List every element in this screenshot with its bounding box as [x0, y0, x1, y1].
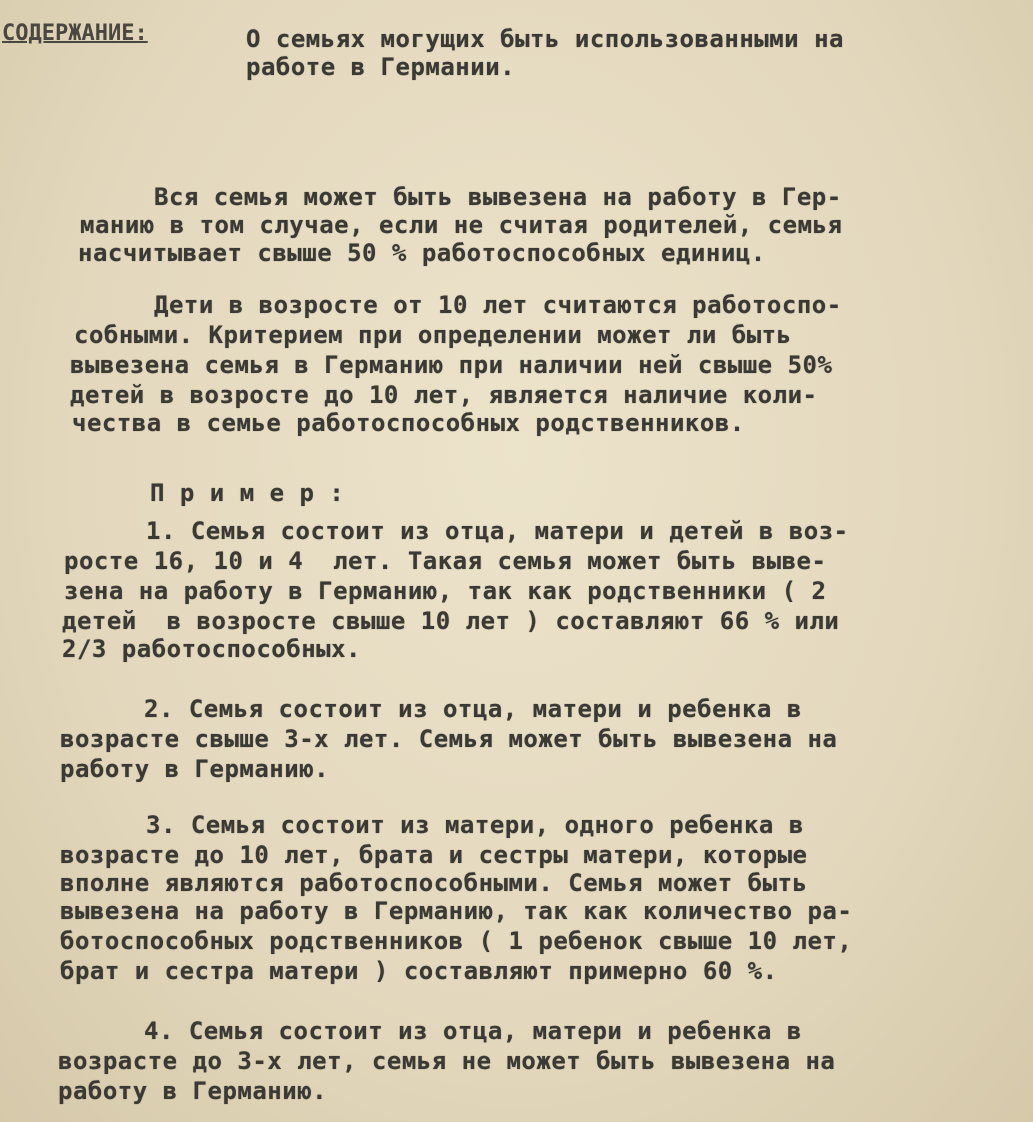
example-line: 1. Семья состоит из отца, матери и детей в воз- — [146, 517, 849, 545]
example-heading: П р и м е р : — [150, 479, 345, 507]
example-line: вывезена на работу в Германию, так как количество ра- — [60, 897, 853, 925]
contents-label: СОДЕРЖАНИЕ: — [2, 21, 148, 46]
example-line: вполне являются работоспособными. Семья может быть — [60, 869, 808, 897]
paragraph-line: чества в семье работоспособных родственников. — [72, 409, 745, 437]
paragraph-line: собными. Критерием при определении может ли быть — [74, 321, 792, 349]
example-line: возрасте свыше 3-х лет. Семья может быть вывезена на — [60, 725, 838, 753]
title-line: О семьях могущих быть использованными на — [246, 25, 844, 53]
paragraph-line: манию в том случае, если не считая родителей, семья — [80, 211, 843, 239]
example-line: работу в Германию. — [58, 1077, 328, 1105]
example-line: 3. Семья состоит из матери, одного ребенка в — [146, 811, 804, 839]
example-line: 2. Семья состоит из отца, матери и ребенка в — [144, 695, 802, 723]
example-line: работу в Германию. — [60, 755, 330, 783]
example-line: ботоспособных родственников ( 1 ребенок свыше 10 лет, — [60, 927, 853, 955]
example-line: росте 16, 10 и 4 лет. Такая семья может быть выве- — [64, 547, 827, 575]
example-line: 4. Семья состоит из отца, матери и ребенка в — [144, 1017, 802, 1045]
example-line: детей в возросте свыше 10 лет ) составляют 66 % или — [62, 607, 840, 635]
example-line: возрасте до 10 лет, брата и сестры матери, которые — [60, 841, 808, 869]
example-line: возрасте до 3-х лет, семья не может быть вывезена на — [58, 1047, 836, 1075]
example-line: 2/3 работоспособных. — [62, 635, 361, 663]
title-line: работе в Германии. — [246, 53, 516, 81]
paragraph-line: насчитывает свыше 50 % работоспособных единиц. — [78, 239, 766, 267]
example-line: брат и сестра матери ) составляют примерно 60 %. — [60, 957, 778, 985]
paragraph-line: детей в возросте до 10 лет, является наличие коли- — [70, 381, 818, 409]
paragraph-line: Вся семья может быть вывезена на работу в Гер- — [154, 183, 842, 211]
paragraph-line: вывезена семья в Германию при наличии ней свыше 50% — [70, 351, 833, 379]
example-line: зена на работу в Германию, так как родственники ( 2 — [64, 577, 827, 605]
paragraph-line: Дети в возросте от 10 лет считаются работоспо- — [154, 291, 842, 319]
